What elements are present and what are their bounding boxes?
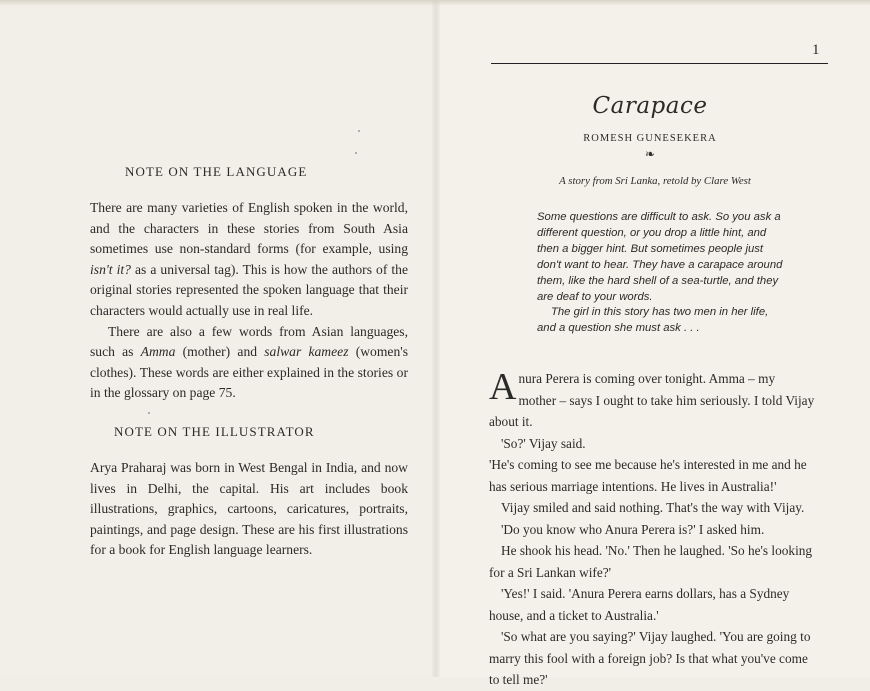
story-intro: [537, 210, 789, 337]
paper-speck: [355, 152, 357, 154]
text-run: (women's clothes). These words are either explained in the stories or in the glossary on page 75.: [90, 344, 408, 401]
story-paragraph-7: 'Yes!' I said. 'Anura Perera earns dollars, has a Sydney house, and a ticket to Australia.': [489, 586, 790, 623]
text-run: nura Perera is coming over tonight. Amma – my mother – says I ought to take him seriously. I told Vijay about it.: [489, 371, 815, 429]
story-title: Carapace: [592, 93, 708, 119]
ornament-icon: ❧: [645, 147, 656, 161]
text-run: There are many varieties of English spoken in the world, and the characters in these stories from South Asia sometimes use non-standard forms (for example, using: [90, 200, 408, 257]
book-gutter: [432, 0, 440, 677]
header-rule: [491, 63, 828, 64]
illustrator-note-body: [90, 458, 408, 561]
story-paragraph-6: He shook his head. 'No.' Then he laughed. 'So he's looking for a Sri Lankan wife?': [489, 543, 813, 580]
intro-paragraph-1: Some questions are difficult to ask. So you ask a different question, or you drop a little hint, and then a bigger hint. But sometimes people just don't want to hear. They have a carapace around them, like the hard shell of a sea-turtle, and they are deaf to your words.: [537, 211, 783, 303]
page-number: 1: [812, 42, 820, 58]
story-paragraph-5: 'Do you know who Anura Perera is?' I asked him.: [501, 521, 765, 537]
illustrator-note-paragraph: Arya Praharaj was born in West Bengal in India, and now lives in Delhi, the capital. His art includes book illustrations, graphics, cartoons, caricatures, portraits, paintings, and page design. These are his first illustrations for a book for English language learners.: [90, 460, 408, 558]
paper-speck: [358, 130, 360, 132]
language-note-body: [90, 198, 408, 404]
story-paragraph-2: 'So?' Vijay said.: [501, 435, 586, 451]
italic-text: isn't it?: [90, 261, 131, 277]
language-note-paragraph-2: [90, 322, 408, 404]
drop-cap: A: [489, 366, 517, 408]
text-run: There are also a few words from Asian languages, such as: [90, 323, 408, 360]
story-subtitle: A story from Sri Lanka, retold by Clare West: [559, 175, 751, 187]
page-edge-shadow: [0, 0, 870, 6]
intro-paragraph-2: The girl in this story has two men in her life, and a question she must ask . . .: [537, 306, 769, 335]
story-author: ROMESH GUNESEKERA: [583, 133, 717, 144]
paper-speck: [148, 412, 150, 414]
language-note-heading: NOTE ON THE LANGUAGE: [125, 164, 308, 179]
italic-text: Amma: [140, 344, 176, 360]
story-paragraph-3: 'He's coming to see me because he's interested in me and he has serious marriage intentions. He lives in Australia!': [489, 457, 807, 494]
story-paragraph-8: 'So what are you saying?' Vijay laughed. 'You are going to marry this fool with a foreign job? Is that what you've come to tell me?': [489, 629, 811, 687]
language-note-paragraph-1: [90, 198, 408, 322]
story-paragraph-4: Vijay smiled and said nothing. That's the way with Vijay.: [501, 500, 805, 515]
story-text: [489, 368, 815, 691]
italic-text: salwar kameez: [264, 344, 349, 360]
text-run: as a universal tag). This is how the authors of the original stories represented the spoken language that their characters would actually use in real life.: [90, 261, 408, 318]
story-paragraph-1: [489, 368, 815, 433]
illustrator-note-heading: NOTE ON THE ILLUSTRATOR: [114, 424, 315, 439]
text-run: (mother) and: [175, 344, 265, 360]
